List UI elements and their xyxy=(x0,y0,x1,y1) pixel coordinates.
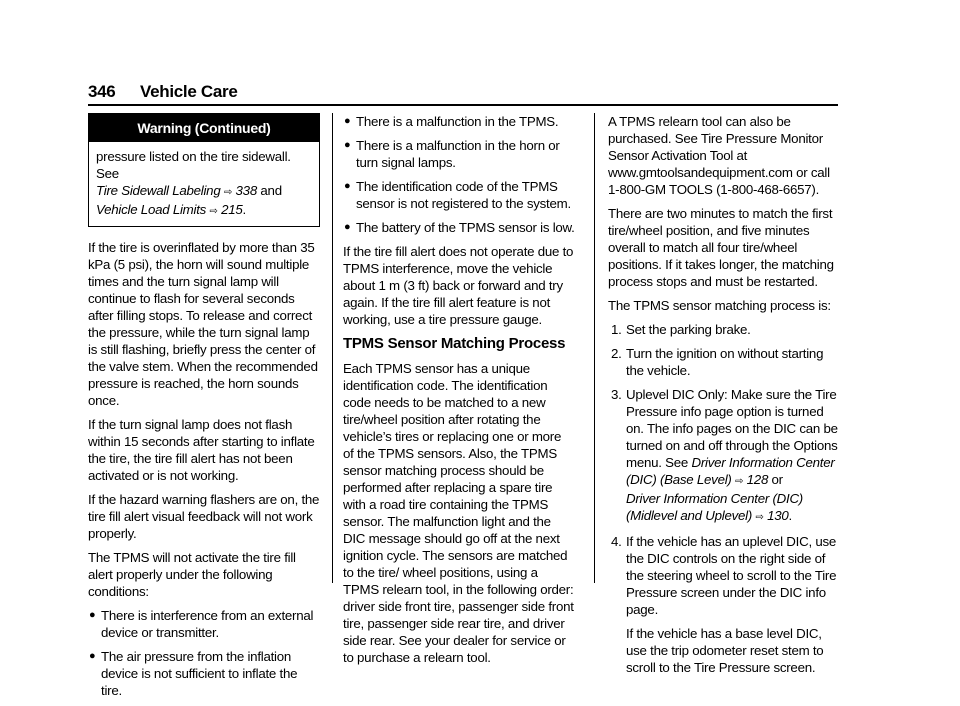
column-divider xyxy=(332,113,333,583)
paragraph: If the tire fill alert does not operate due to TPMS interference, move the vehicle about 1 m (3 ft) back or forward and try again. If the tire fill alert feature is not working, use a tire pressure gauge. xyxy=(343,244,574,327)
step-number: 1. xyxy=(611,322,622,337)
warning-box xyxy=(88,113,320,227)
column-1 xyxy=(88,113,320,706)
paragraph: If the hazard warning flashers are on, the tire fill alert visual feedback will not work properly. xyxy=(88,492,320,541)
page-header xyxy=(88,82,838,110)
page-ref-number[interactable]: 338 xyxy=(235,183,257,198)
warning-end: . xyxy=(242,202,246,217)
section-title: Vehicle Care xyxy=(140,82,238,101)
link-dic-midlevel-uplevel[interactable]: Driver Information Center (DIC) (Midlevel and Uplevel) xyxy=(626,491,803,523)
page-ref-icon: ⇨ xyxy=(209,206,218,217)
step-item xyxy=(608,533,840,618)
paragraph: If the tire is overinflated by more than 35 kPa (5 psi), the horn will sound multiple times and the turn signal lamp will continue to flash for several seconds after filling stops. To release and correct the pressure, while the turn signal lamp is still flashing, briefly press the center of the valve stem. When the recommended pressure is reached, the horn sounds once. xyxy=(88,240,318,408)
bullet-icon: ● xyxy=(344,139,351,151)
warning-and: and xyxy=(256,183,282,198)
step-number: 4. xyxy=(611,534,622,549)
paragraph: If the turn signal lamp does not flash within 15 seconds after starting to inflate the tire, the tire fill alert has not been activated or is not working. xyxy=(88,417,315,483)
bullet-item xyxy=(343,137,575,171)
bullet-item xyxy=(88,607,320,641)
bullet-text: There is a malfunction in the horn or turn signal lamps. xyxy=(356,138,560,170)
step-number: 2. xyxy=(611,346,622,361)
step-text: Set the parking brake. xyxy=(626,322,751,337)
step-text: Turn the ignition on without starting the vehicle. xyxy=(626,346,824,378)
bullet-text: There is interference from an external device or transmitter. xyxy=(101,608,314,640)
warning-title: Warning (Continued) xyxy=(89,114,319,142)
step-text: If the vehicle has an uplevel DIC, use the DIC controls on the right side of the steering wheel to scroll to the Tire Pressure screen under the DIC info page. xyxy=(626,534,837,617)
page-ref-number[interactable]: 128 xyxy=(746,472,769,487)
step-item xyxy=(608,345,840,379)
bullet-icon: ● xyxy=(344,221,351,233)
step-or: or xyxy=(768,472,783,487)
section-heading: TPMS Sensor Matching Process xyxy=(343,335,566,352)
step-text: Uplevel DIC Only: Make sure the Tire Pressure info page option is turned on. The info pages on the DIC can be turned on and off through the Options menu. See xyxy=(626,387,838,470)
bullet-icon: ● xyxy=(344,180,351,192)
step-subparagraph: If the vehicle has a base level DIC, use the trip odometer reset stem to scroll to the Tire Pressure screen. xyxy=(626,626,824,675)
paragraph: The TPMS sensor matching process is: xyxy=(608,298,831,313)
step-end: . xyxy=(788,508,792,523)
paragraph: The TPMS will not activate the tire fill alert properly under the following conditions: xyxy=(88,550,296,599)
page-number: 346 xyxy=(88,82,116,101)
column-2 xyxy=(343,113,575,673)
step-number: 3. xyxy=(611,387,622,402)
warning-body xyxy=(89,142,319,226)
warning-text: pressure listed on the tire sidewall. See xyxy=(96,149,291,181)
page-ref-icon: ⇨ xyxy=(755,512,764,523)
bullet-text: The identification code of the TPMS sensor is not registered to the system. xyxy=(356,179,571,211)
page-ref-icon: ⇨ xyxy=(735,476,744,487)
page-ref-icon: ⇨ xyxy=(223,187,233,198)
bullet-text: The battery of the TPMS sensor is low. xyxy=(356,220,575,235)
paragraph: A TPMS relearn tool can also be purchased. See Tire Pressure Monitor Sensor Activation Tool at www.gmtoolsandequipment.com or call 1-800-GM TOOLS (1-800-468-6657). xyxy=(608,114,830,197)
page-ref-number[interactable]: 130 xyxy=(767,508,789,523)
bullet-item xyxy=(88,648,320,699)
column-divider xyxy=(594,113,595,583)
bullet-text: There is a malfunction in the TPMS. xyxy=(356,114,559,129)
link-dic-base-level[interactable]: Driver Information Center (DIC) (Base Level) xyxy=(626,455,835,487)
link-vehicle-load-limits[interactable]: Vehicle Load Limits xyxy=(96,202,207,217)
column-3 xyxy=(608,113,840,683)
link-tire-sidewall-labeling[interactable]: Tire Sidewall Labeling xyxy=(96,183,221,198)
bullet-icon: ● xyxy=(89,650,96,662)
bullet-item xyxy=(343,113,575,130)
bullet-text: The air pressure from the inflation device is not sufficient to inflate the tire. xyxy=(101,649,298,698)
step-item xyxy=(608,386,840,526)
step-item xyxy=(608,321,840,338)
bullet-icon: ● xyxy=(89,609,96,621)
page-ref-number[interactable]: 215 xyxy=(221,202,243,217)
paragraph: There are two minutes to match the first tire/wheel position, and five minutes overall to match all four tire/wheel positions. If it takes longer, the matching process stops and must be restarted. xyxy=(608,206,834,289)
paragraph: Each TPMS sensor has a unique identification code. The identification code needs to be matched to a new tire/wheel position after rotating the vehicle’s tires or replacing one or more of the TPMS sensors. Also, the TPMS sensor matching process should be performed after replacing a spare tire with a road tire containing the TPMS sensor. The malfunction light and the DIC message should go off at the next ignition cycle. The sensors are matched to the tire/ wheel positions, using a TPMS relearn tool, in the following order: driver side front tire, passenger side front tire, passenger side rear tire, and driver side rear. See your dealer for service or to purchase a relearn tool. xyxy=(343,361,574,665)
header-rule xyxy=(88,104,838,106)
bullet-item xyxy=(343,219,575,236)
bullet-icon: ● xyxy=(344,115,351,127)
bullet-item xyxy=(343,178,575,212)
